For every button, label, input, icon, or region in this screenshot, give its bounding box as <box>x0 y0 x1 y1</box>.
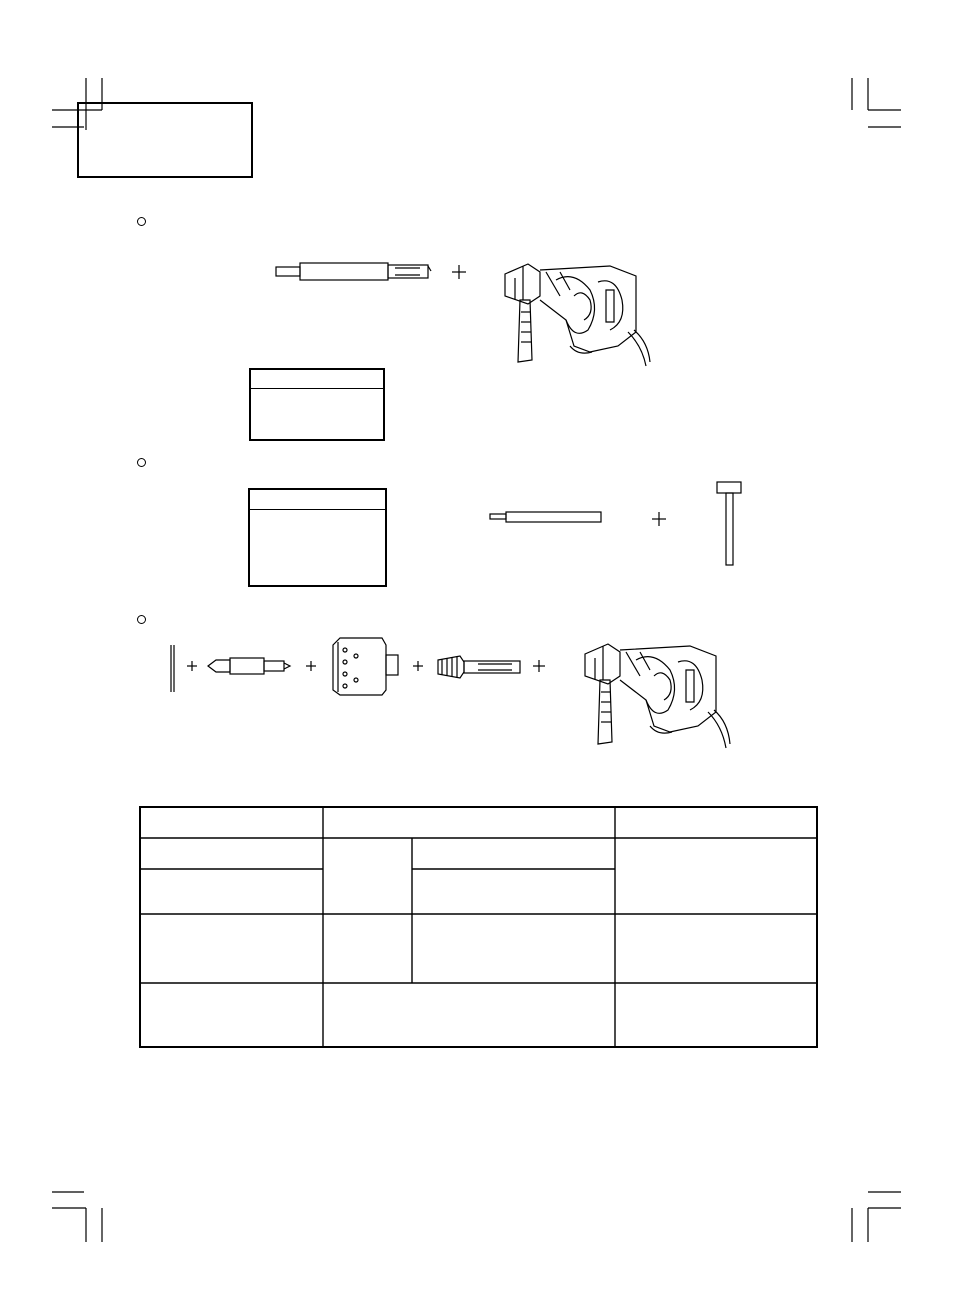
crop-mark-top-left <box>52 78 102 130</box>
core-bit-illustration <box>333 638 398 695</box>
stop-bit-illustration <box>276 263 431 280</box>
shank-adapter-illustration <box>438 656 520 678</box>
plus-symbol-3 <box>187 661 197 671</box>
bull-point-illustration <box>490 512 601 522</box>
crop-mark-bottom-right <box>852 1192 901 1242</box>
plus-symbol-2 <box>652 512 666 526</box>
plus-symbol-5 <box>413 661 423 671</box>
plus-symbol-4 <box>306 661 316 671</box>
plus-symbol-6 <box>533 660 545 672</box>
crop-mark-top-right <box>852 78 901 127</box>
center-bit-illustration <box>208 658 290 674</box>
center-pin-illustration <box>171 645 174 692</box>
hammer-drill-illustration-1 <box>505 264 650 366</box>
crop-mark-bottom-left <box>52 1192 102 1242</box>
plus-symbol-1 <box>452 265 466 279</box>
hand-hammer-illustration <box>717 482 741 565</box>
hammer-drill-illustration-2 <box>585 644 730 748</box>
spec-table-grid <box>139 806 818 1047</box>
